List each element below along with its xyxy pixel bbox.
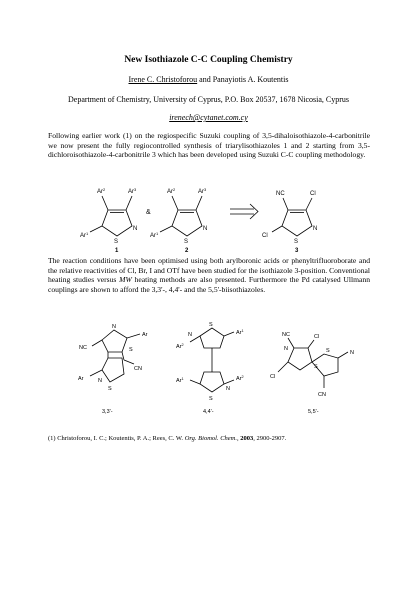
ar1-label: Ar$^1$ xyxy=(80,231,89,239)
n-atom-2: N xyxy=(203,226,208,232)
bi44-n-top: N xyxy=(188,332,192,338)
bi55-n-bottom: N xyxy=(350,350,354,356)
reference-1: (1) Christoforou, I. C.; Koutentis, P. A.; Rees, C. W. Org. Biomol. Chem., 2003, 2900-2907. xyxy=(48,435,287,442)
bi33-cn: CN xyxy=(134,366,142,372)
paragraph-intro: Following earlier work (1) on the regiospecific Suzuki coupling of 3,5-dihaloisothiazole-4-carbonitrile we now present the fully regiocontrolled synthesis of triarylisothiazoles 1 and 2 starting from 3,5-dichloroisothiazole-4-carbonitrile 3 which has been developed using Suzuki C-C coupling methodology. xyxy=(48,131,370,160)
ar2-label-2: Ar$^2$ xyxy=(167,187,176,195)
bi33-s-top: S xyxy=(129,347,133,353)
nc-group: NC xyxy=(276,191,285,197)
bi33-ar-bottom: Ar xyxy=(78,376,84,382)
s-atom-3: S xyxy=(294,239,299,245)
cl-group-4: Cl xyxy=(310,191,316,197)
bi44-n-bottom: N xyxy=(226,386,230,392)
bi44-s-top: S xyxy=(209,322,213,328)
ar1-label-2: Ar$^1$ xyxy=(150,231,159,239)
cl-group-5: Cl xyxy=(262,233,268,239)
s-atom: S xyxy=(114,239,119,245)
label-55: 5,5'- xyxy=(308,409,319,415)
bi44-ar2-top: Ar$^2$ xyxy=(176,343,184,350)
bi55-s-top: S xyxy=(314,364,318,370)
bi55-cn-bottom: CN xyxy=(318,392,326,398)
ar3-label-2: Ar$^3$ xyxy=(198,187,207,195)
paper-title: New Isothiazole C-C Coupling Chemistry xyxy=(124,55,293,65)
compound-label-1: 1 xyxy=(115,248,119,252)
co-authors: and Panayiotis A. Koutentis xyxy=(197,75,289,84)
author-line xyxy=(0,75,417,84)
bi55-s-bottom: S xyxy=(326,348,330,354)
presenting-author: Irene C. Christoforou xyxy=(128,75,198,84)
bi33-nc: NC xyxy=(79,345,87,351)
bi55-cl-top: Cl xyxy=(314,334,320,340)
ampersand: & xyxy=(146,209,151,216)
ar2-label: Ar$^2$ xyxy=(97,187,106,195)
bi33-n-top: N xyxy=(112,324,116,330)
paragraph-results: The reaction conditions have been optimised using both arylboronic acids or phenyltrifluoroborate and the relative reactivities of Cl, Br, I and OTf have been studied for the isothiazole 3-position. Conventional heating studies versus MW heating methods are also presented. Furthermore the Pd catalysed Ullmann couplings are shown to afford the 3,3'-, 4,4'- and the 5,5'-biisothiazoles. xyxy=(48,256,370,294)
bi44-ar1-bottom: Ar$^1$ xyxy=(176,377,184,384)
email-link[interactable]: irenech@cytanet.com.cy xyxy=(169,113,248,122)
n-atom-3: N xyxy=(313,226,318,232)
compound-label-2: 2 xyxy=(185,248,189,252)
bi44-s-bottom: S xyxy=(209,396,213,402)
bi33-n-bottom: N xyxy=(98,378,102,384)
label-33: 3,3'- xyxy=(102,409,113,415)
bi33-ar-top: Ar xyxy=(142,332,148,338)
scheme-1 xyxy=(80,180,350,252)
bi55-cl-bottom: Cl xyxy=(270,374,276,380)
ar3-label: Ar$^3$ xyxy=(128,187,137,195)
bi44-ar2-bottom: Ar$^2$ xyxy=(236,375,244,382)
bi55-n-top: N xyxy=(284,346,288,352)
bi33-s-bottom: S xyxy=(108,386,112,392)
label-44: 4,4'- xyxy=(203,409,214,415)
s-atom-2: S xyxy=(184,239,189,245)
affiliation: Department of Chemistry, University of Cyprus, P.O. Box 20537, 1678 Nicosia, Cyprus xyxy=(67,95,349,104)
bi44-ar1-top: Ar$^1$ xyxy=(236,329,244,336)
bi55-nc-top: NC xyxy=(282,332,290,338)
n-atom: N xyxy=(133,226,138,232)
compound-label-3: 3 xyxy=(295,248,299,252)
scheme-2 xyxy=(62,318,362,418)
